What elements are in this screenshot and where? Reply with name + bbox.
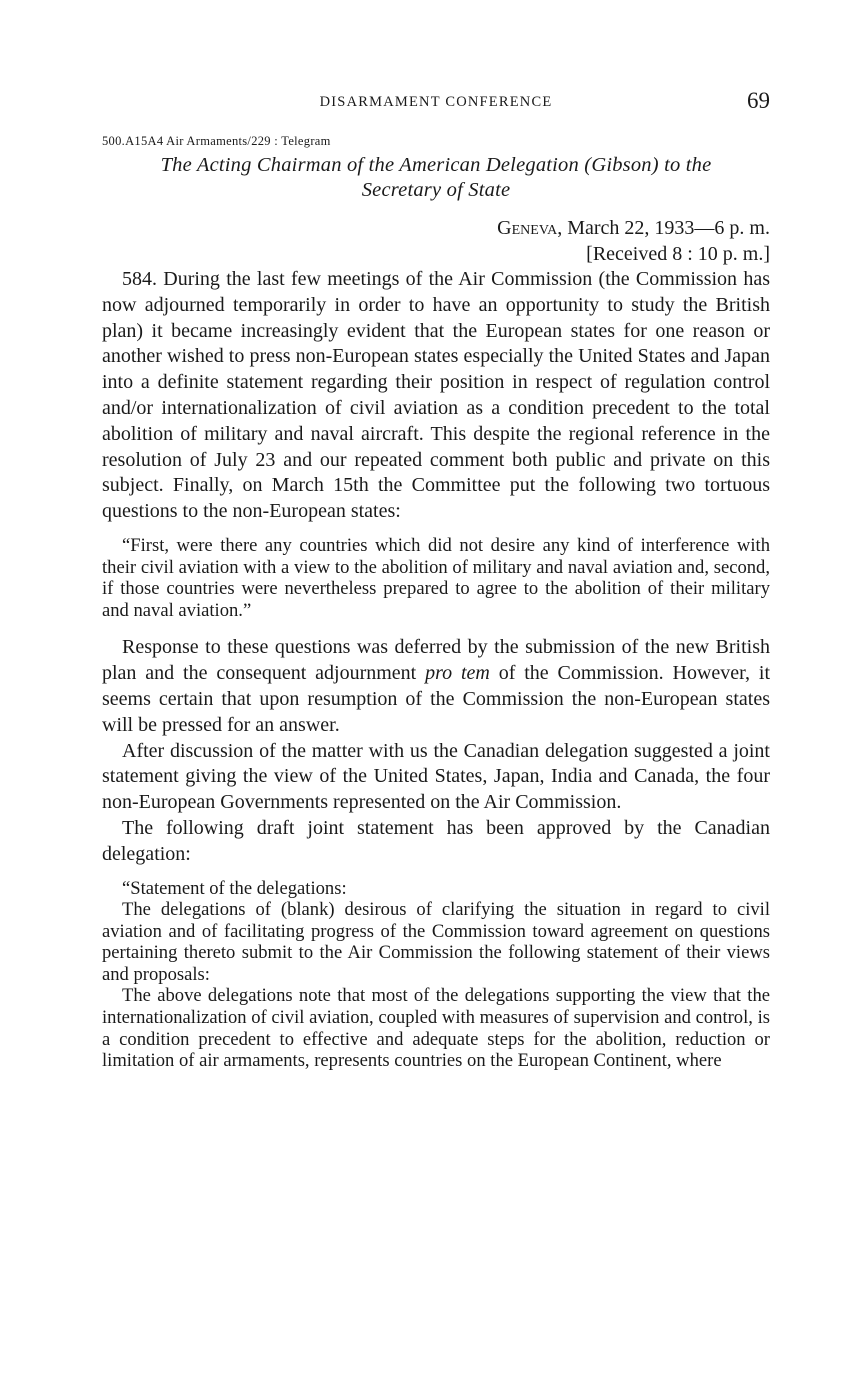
dateline-place: Geneva, <box>497 217 563 239</box>
statement-paragraph-1: The delegations of (blank) desirous of clarifying the situation in regard to civil aviation and of facilitating progress of the Commission toward agreement on questions pertaining thereto submit to the Air Commission the following statement of their views and proposals: <box>102 899 770 985</box>
statement-paragraph-2: The above delegations note that most of the delegations supporting the view that the internationalization of civil aviation, coupled with measures of supervision and control, is a condition precedent to effective and adequate steps for the abolition, reduction or limitation of air armaments, represents countries on the European Continent, where <box>102 985 770 1072</box>
quote-paragraph: “First, were there any countries which did not desire any kind of interference with their civil aviation with a view to the abolition of military and naval aviation and, second, if those countries were nevertheless prepared to agree to the abolition of their military and naval aviation.” <box>102 534 770 621</box>
document-title-line-2: Secretary of State <box>361 179 511 201</box>
dateline <box>102 215 770 241</box>
body-paragraph-1: 584. During the last few meetings of the Air Commission (the Commission has now adjourned temporarily in order to have an opportunity to study the British plan) it became increasingly evident that the European states for one reason or another wished to press non-European states especially the United States and Japan into a definite statement regarding their position in respect of regulation control and/or internationalization of civil aviation as a condition precedent to the total abolition of military and naval aircraft. This despite the regional reference in the resolution of July 23 and our repeated comment both public and private on this subject. Finally, on March 15th the Committee put the following two tortuous questions to the non-European states: <box>102 268 770 523</box>
file-reference: 500.A15A4 Air Armaments/229 : Telegram <box>102 134 331 148</box>
statement-heading: “Statement of the delegations: <box>122 877 347 899</box>
draft-joint-statement <box>102 878 770 1072</box>
dateline-date: March 22, 1933—6 p. m. <box>562 217 770 239</box>
body-paragraph-4: The following draft joint statement has been approved by the Canadian delegation: <box>102 816 770 865</box>
received-time: [Received 8 : 10 p. m.] <box>586 243 770 265</box>
body-paragraph-2-end: of the Commission. However, it seems certain that upon resumption of the Commission the non-European states will be pressed for an answer. <box>102 662 770 736</box>
body-paragraph-3: After discussion of the matter with us the Canadian delegation suggested a joint statement giving the view of the United States, Japan, India and Canada, the four non-European Governments represented on the Air Commission. <box>102 739 770 814</box>
document-page <box>102 88 770 1072</box>
document-title <box>102 153 770 203</box>
body-paragraph-2-italic: pro tem <box>425 662 490 685</box>
body-paragraph-2 <box>102 635 770 738</box>
page-number: 69 <box>747 88 770 113</box>
body-paragraph-2-start: Response to these questions was deferred by the submission of the new British plan and the consequent adjournment <box>102 636 770 685</box>
document-title-line-1: The Acting Chairman of the American Delegation (Gibson) to the <box>160 154 712 176</box>
running-title: DISARMAMENT CONFERENCE <box>319 94 553 110</box>
quoted-questions <box>102 535 770 621</box>
running-header <box>102 88 770 118</box>
